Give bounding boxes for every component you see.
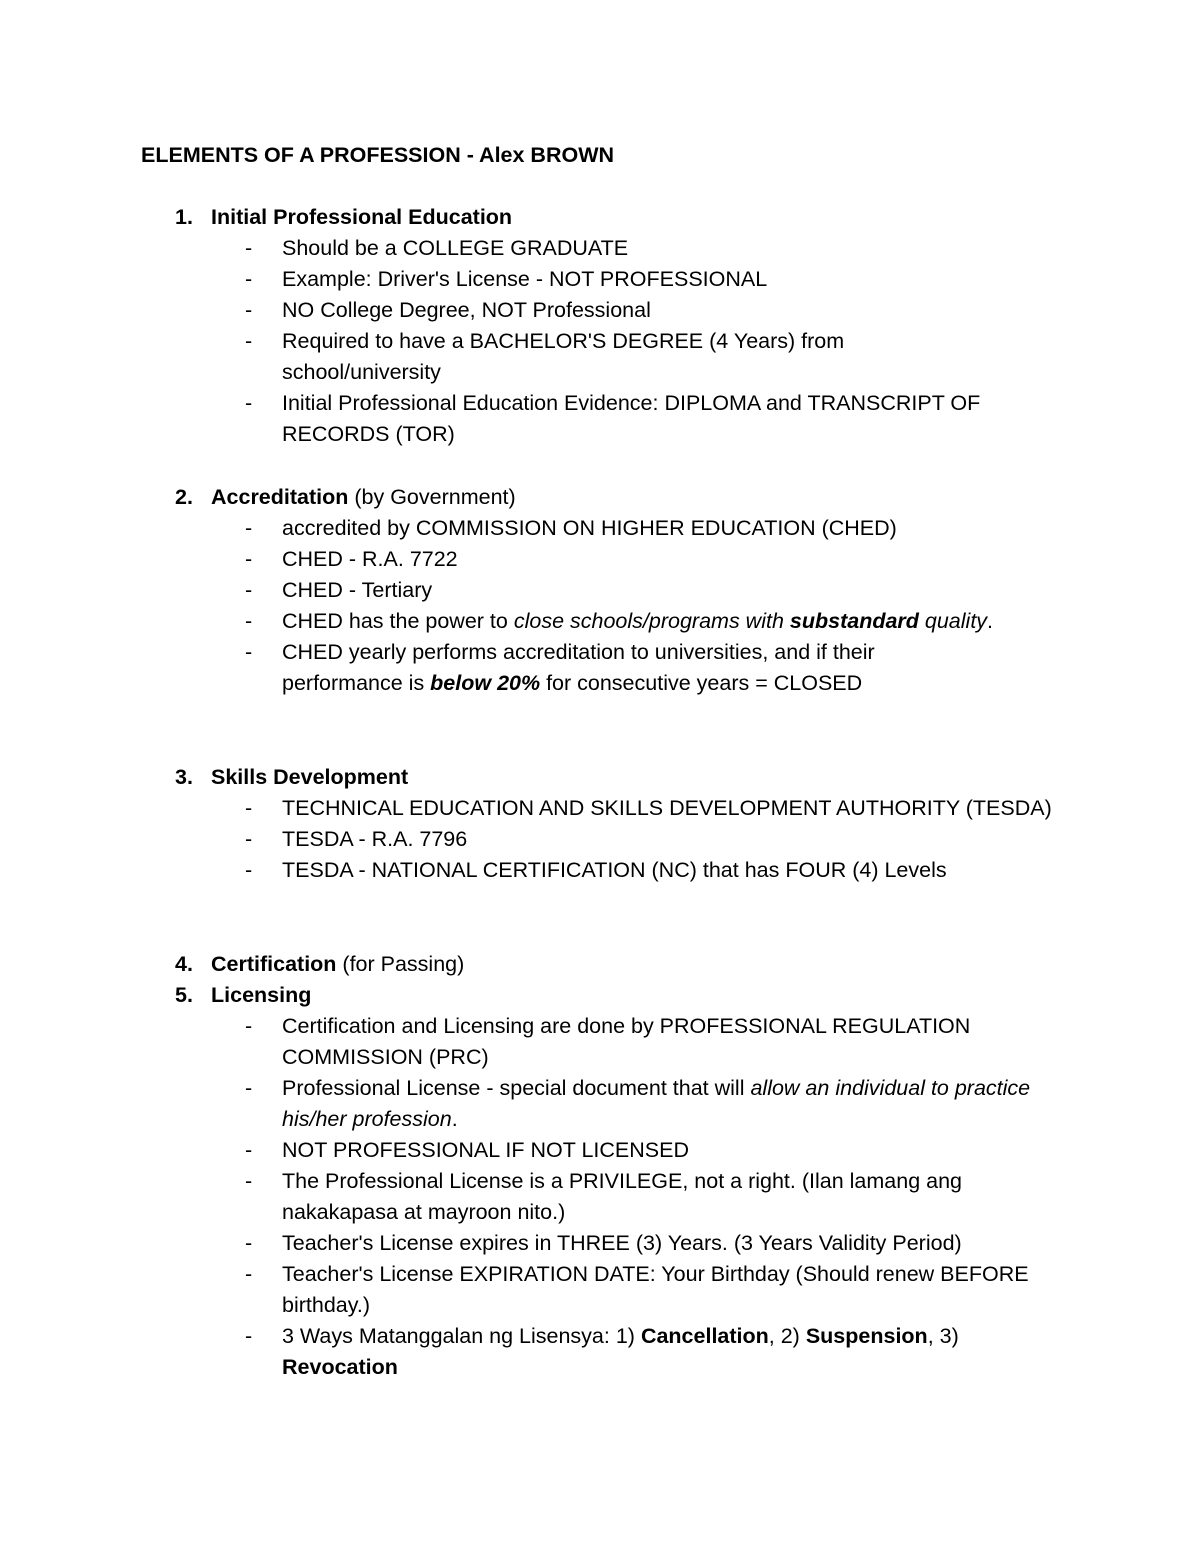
item-text: The Professional License is a PRIVILEGE, not a right. (Ilan lamang ang nakakapasa at mayroon nito.) bbox=[282, 1169, 963, 1224]
list-item bbox=[245, 1259, 1042, 1321]
bullet-dash: - bbox=[245, 329, 253, 353]
section-title: Licensing bbox=[211, 983, 312, 1007]
item-text-bold: Suspension bbox=[805, 1324, 928, 1348]
bullet-dash: - bbox=[245, 516, 253, 540]
list-item bbox=[245, 1166, 1072, 1228]
item-text: Required to have a BACHELOR'S DEGREE (4 Years) from school/university bbox=[282, 329, 845, 384]
item-text-plain: . bbox=[987, 609, 994, 633]
list-item bbox=[245, 855, 1075, 886]
item-text: accredited by COMMISSION ON HIGHER EDUCATION (CHED) bbox=[282, 516, 897, 540]
bullet-dash: - bbox=[245, 858, 253, 882]
item-text-bold: Revocation bbox=[282, 1355, 398, 1379]
item-text-bold-italic: below 20% bbox=[430, 671, 541, 695]
section-heading bbox=[175, 980, 311, 1011]
bullet-list bbox=[245, 1011, 1075, 1383]
bullet-dash: - bbox=[245, 1231, 253, 1255]
list-item bbox=[245, 388, 1072, 450]
section-title: Skills Development bbox=[211, 765, 409, 789]
item-text: NOT PROFESSIONAL IF NOT LICENSED bbox=[282, 1138, 689, 1162]
bullet-list bbox=[245, 233, 1075, 450]
bullet-dash: - bbox=[245, 609, 253, 633]
list-item bbox=[245, 1073, 1052, 1135]
section-heading bbox=[175, 482, 516, 513]
bullet-dash: - bbox=[245, 1324, 253, 1348]
list-item bbox=[245, 264, 1075, 295]
section-title: Accreditation bbox=[211, 485, 349, 509]
bullet-dash: - bbox=[245, 547, 253, 571]
bullet-dash: - bbox=[245, 1262, 253, 1286]
section-heading bbox=[175, 762, 408, 793]
bullet-list bbox=[245, 513, 1075, 699]
section-title: Certification bbox=[211, 952, 337, 976]
bullet-dash: - bbox=[245, 1076, 253, 1100]
bullet-dash: - bbox=[245, 236, 253, 260]
item-text: Example: Driver's License - NOT PROFESSIONAL bbox=[282, 267, 768, 291]
list-item bbox=[245, 575, 1075, 606]
item-text: CHED - R.A. 7722 bbox=[282, 547, 458, 571]
list-item bbox=[245, 824, 1075, 855]
item-text-italic: close schools/programs bbox=[513, 609, 740, 633]
section-number: 4. bbox=[175, 952, 193, 976]
item-text-plain: Professional License - special document that will bbox=[282, 1076, 751, 1100]
list-item bbox=[245, 1321, 1072, 1383]
bullet-dash: - bbox=[245, 796, 253, 820]
section-title: Initial Professional Education bbox=[211, 205, 513, 229]
section-number: 3. bbox=[175, 765, 193, 789]
item-text-bold: Cancellation bbox=[640, 1324, 769, 1348]
item-text: NO College Degree, NOT Professional bbox=[282, 298, 651, 322]
bullet-dash: - bbox=[245, 1138, 253, 1162]
item-text: Should be a COLLEGE GRADUATE bbox=[282, 236, 629, 260]
item-text-plain: , 3) bbox=[927, 1324, 959, 1348]
list-item bbox=[245, 606, 1002, 637]
item-text: Certification and Licensing are done by PROFESSIONAL REGULATION COMMISSION (PRC) bbox=[282, 1014, 971, 1069]
list-item bbox=[245, 295, 1075, 326]
item-text: TESDA - R.A. 7796 bbox=[282, 827, 468, 851]
section-heading bbox=[175, 949, 464, 980]
section-subtitle: (for Passing) bbox=[336, 952, 465, 976]
item-text-plain: CHED has the power to bbox=[282, 609, 514, 633]
list-item bbox=[245, 1135, 1075, 1166]
item-text-plain: CHED yearly performs accreditation to universities, and if their performance is bbox=[282, 640, 875, 695]
list-item bbox=[245, 1011, 1082, 1073]
bullet-dash: - bbox=[245, 298, 253, 322]
item-text: Initial Professional Education Evidence: DIPLOMA and TRANSCRIPT OF RECORDS (TOR) bbox=[282, 391, 981, 446]
list-item bbox=[245, 233, 1075, 264]
item-text-plain: for consecutive years = CLOSED bbox=[540, 671, 863, 695]
item-text-italic: with bbox=[739, 609, 790, 633]
item-text-italic: allow an individual to practice his/her profession bbox=[282, 1076, 1031, 1131]
section-number: 2. bbox=[175, 485, 193, 509]
item-text: TECHNICAL EDUCATION AND SKILLS DEVELOPMENT AUTHORITY (TESDA) bbox=[282, 796, 1052, 820]
section-subtitle: (by Government) bbox=[348, 485, 516, 509]
bullet-dash: - bbox=[245, 827, 253, 851]
section-heading bbox=[175, 202, 512, 233]
list-item bbox=[245, 544, 1075, 575]
bullet-dash: - bbox=[245, 391, 253, 415]
item-text-plain: . bbox=[451, 1107, 458, 1131]
list-item bbox=[245, 1228, 1075, 1259]
bullet-dash: - bbox=[245, 1169, 253, 1193]
list-item bbox=[245, 326, 922, 388]
list-item bbox=[245, 637, 982, 699]
item-text: TESDA - NATIONAL CERTIFICATION (NC) that has FOUR (4) Levels bbox=[282, 858, 947, 882]
bullet-list bbox=[245, 793, 1075, 886]
item-text: CHED - Tertiary bbox=[282, 578, 433, 602]
item-text-plain: , 2) bbox=[768, 1324, 806, 1348]
document-title: ELEMENTS OF A PROFESSION - Alex BROWN bbox=[141, 143, 615, 167]
bullet-dash: - bbox=[245, 578, 253, 602]
item-text: Teacher's License EXPIRATION DATE: Your Birthday (Should renew BEFORE birthday.) bbox=[282, 1262, 1029, 1317]
bullet-dash: - bbox=[245, 640, 253, 664]
item-text-italic: quality bbox=[918, 609, 988, 633]
list-item bbox=[245, 513, 1075, 544]
section-number: 1. bbox=[175, 205, 193, 229]
item-text-bold-italic: substandard bbox=[789, 609, 919, 633]
item-text: Teacher's License expires in THREE (3) Years. (3 Years Validity Period) bbox=[282, 1231, 962, 1255]
list-item bbox=[245, 793, 1082, 824]
section-number: 5. bbox=[175, 983, 193, 1007]
bullet-dash: - bbox=[245, 1014, 253, 1038]
item-text-plain: 3 Ways Matanggalan ng Lisensya: 1) bbox=[282, 1324, 641, 1348]
bullet-dash: - bbox=[245, 267, 253, 291]
